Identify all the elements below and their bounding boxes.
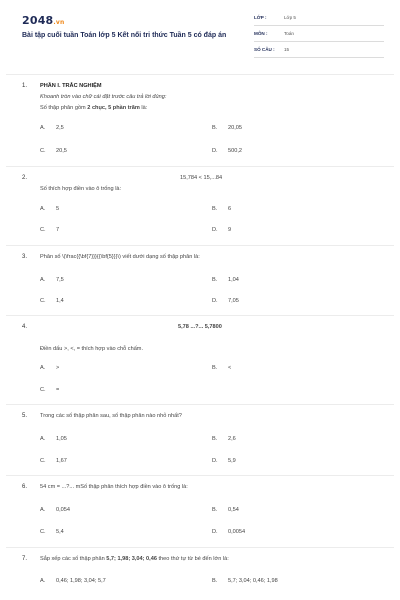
option-b[interactable]: B. 5,7; 3,04; 0,46; 1,98 (212, 578, 278, 584)
option-b[interactable]: B. < (212, 365, 232, 371)
option-c[interactable]: C. = (40, 387, 60, 393)
question-number: 1. (22, 83, 28, 89)
section-heading: PHẦN I. TRẮC NGHIỆM (40, 83, 102, 89)
question-expression: 15,784 < 15,...84 (180, 175, 223, 181)
option-c[interactable]: C. 5,4 (40, 529, 64, 535)
option-a[interactable]: A. 2,5 (40, 125, 64, 131)
option-a[interactable]: A. 5 (40, 206, 60, 212)
question-stem: Trong các số thập phân sau, số thập phân nào nhỏ nhất? (40, 413, 182, 419)
option-a[interactable]: A. 1,05 (40, 436, 67, 442)
option-d[interactable]: D. 7,05 (212, 298, 239, 304)
option-a[interactable]: A. 7,5 (40, 277, 64, 283)
meta-subject-row (254, 29, 384, 42)
option-c[interactable]: C. 1,4 (40, 298, 64, 304)
option-b[interactable]: B. 1,04 (212, 277, 239, 283)
divider (6, 404, 394, 405)
divider (6, 74, 394, 75)
site-logo[interactable]: 2048.vn (22, 14, 65, 27)
meta-key: LỚP : (254, 15, 267, 20)
meta-value: Toán (284, 31, 294, 36)
document-title: Bài tập cuối tuần Toán lớp 5 Kết nối tri thức Tuần 5 có đáp án (22, 32, 227, 39)
option-b[interactable]: B. 20,05 (212, 125, 242, 131)
question-stem: Phân số \(\frac{{\bf{7}}}{{\bf{5}}}\) viết dưới dạng số thập phân là: (40, 254, 200, 260)
meta-count-row (254, 45, 384, 58)
question-number: 4. (22, 324, 28, 330)
divider (6, 475, 394, 476)
divider (6, 166, 394, 167)
option-d[interactable]: D. 0,0054 (212, 529, 246, 535)
question-stem: Số thích hợp điền vào ô trống là: (40, 186, 122, 192)
option-d[interactable]: D. 9 (212, 227, 232, 233)
question-stem: 54 cm = ...?... mSố thập phân thích hợp điền vào ô trống là: (40, 484, 188, 490)
question-stem: Sắp xếp các số thập phân 5,7; 1,98; 3,04; 0,46 theo thứ tự từ bé đến lớn là: (40, 556, 229, 562)
question-stem: Số thập phân gồm 2 chục, 5 phần trăm là: (40, 105, 148, 111)
option-a[interactable]: A. 0,054 (40, 507, 70, 513)
option-c[interactable]: C. 20,5 (40, 148, 67, 154)
meta-value: Lớp 5 (284, 15, 296, 20)
option-c[interactable]: C. 7 (40, 227, 60, 233)
option-d[interactable]: D. 5,9 (212, 458, 236, 464)
meta-class-row (254, 13, 384, 26)
divider (6, 547, 394, 548)
question-number: 6. (22, 484, 28, 490)
meta-value: 15 (284, 47, 290, 52)
question-stem: Điền dấu >, <, = thích hợp vào chỗ chấm. (40, 346, 144, 352)
document-header (0, 0, 400, 72)
option-d[interactable]: D. 500,2 (212, 148, 242, 154)
option-b[interactable]: B. 6 (212, 206, 232, 212)
divider (6, 245, 394, 246)
question-number: 5. (22, 413, 28, 419)
question-expression: 5,78 ...?... 5,7800 (178, 324, 222, 330)
question-number: 7. (22, 556, 28, 562)
meta-key: SỐ CÂU : (254, 47, 275, 52)
option-a[interactable]: A. > (40, 365, 60, 371)
meta-key: MÔN : (254, 31, 268, 36)
option-c[interactable]: C. 1,67 (40, 458, 67, 464)
option-b[interactable]: B. 2,6 (212, 436, 236, 442)
divider (6, 315, 394, 316)
option-b[interactable]: B. 0,54 (212, 507, 239, 513)
instruction-text: Khoanh tròn vào chữ cái đặt trước câu trả lời đúng: (40, 94, 167, 100)
question-number: 2. (22, 175, 28, 181)
option-a[interactable]: A. 0,46; 1,98; 3,04; 5,7 (40, 578, 106, 584)
question-number: 3. (22, 254, 28, 260)
